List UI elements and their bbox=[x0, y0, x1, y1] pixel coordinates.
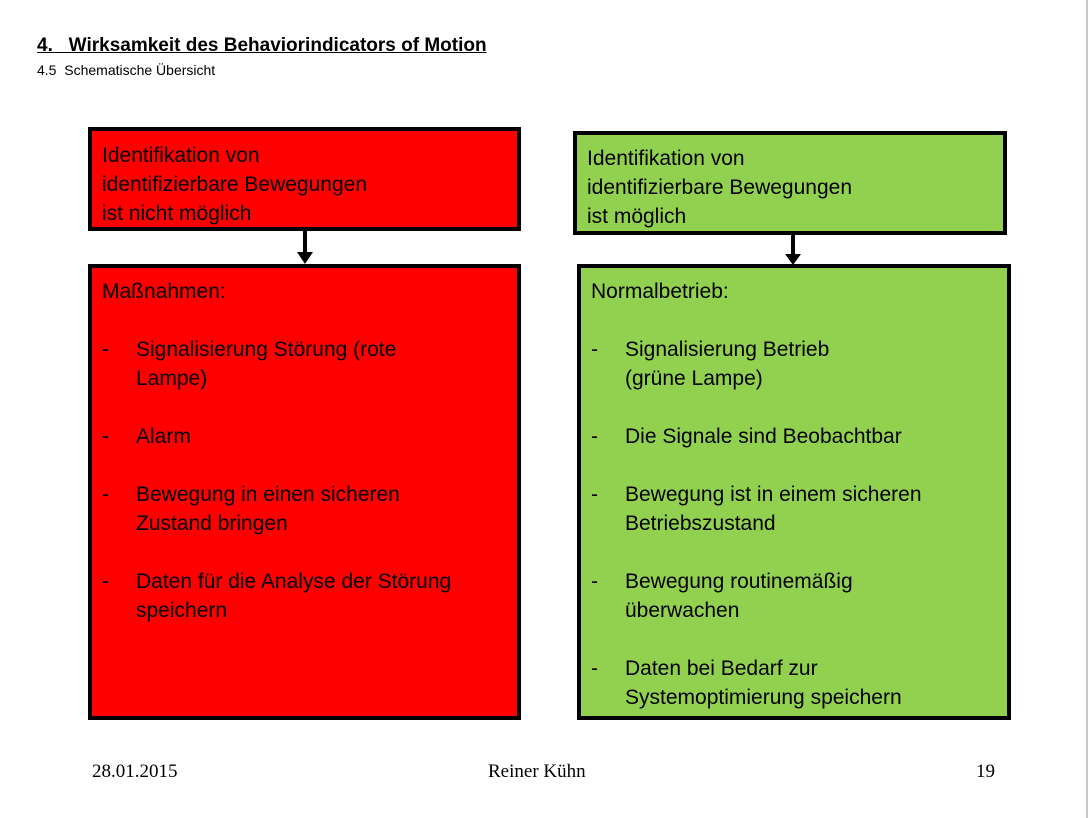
bullet-dash: - bbox=[591, 570, 598, 593]
bullet-dash: - bbox=[102, 425, 109, 448]
slide-edge-line bbox=[1086, 0, 1088, 818]
list-item bbox=[591, 335, 997, 393]
box-line: ist nicht möglich bbox=[102, 202, 252, 225]
list-item-text: Bewegung in einen sicheren Zustand bringen bbox=[136, 483, 400, 535]
not-possible-box bbox=[88, 127, 521, 231]
list-item bbox=[591, 567, 997, 625]
box-line: Identifikation von bbox=[587, 147, 745, 170]
bullet-dash: - bbox=[591, 425, 598, 448]
list-item bbox=[591, 480, 997, 538]
bullet-dash: - bbox=[102, 338, 109, 361]
slide-title: 4. Wirksamkeit des Behaviorindicators of Motion bbox=[37, 35, 487, 56]
box-line: identifizierbare Bewegungen bbox=[587, 176, 853, 199]
measures-heading: Maßnahmen: bbox=[102, 280, 226, 303]
footer-author: Reiner Kühn bbox=[488, 761, 586, 782]
list-item-text: Alarm bbox=[136, 425, 191, 448]
normal-operation-box bbox=[577, 264, 1011, 720]
bullet-dash: - bbox=[591, 657, 598, 680]
list-item-text: Signalisierung Betrieb (grüne Lampe) bbox=[625, 338, 830, 390]
page-number: 19 bbox=[976, 761, 995, 782]
list-item-text: Die Signale sind Beobachtbar bbox=[625, 425, 902, 448]
box-line: Identifikation von bbox=[102, 144, 260, 167]
arrow-down-icon bbox=[295, 231, 315, 265]
list-item bbox=[102, 480, 507, 538]
slide-subtitle: 4.5 Schematische Übersicht bbox=[37, 62, 216, 78]
box-line: identifizierbare Bewegungen bbox=[102, 173, 368, 196]
list-item bbox=[591, 422, 997, 451]
bullet-dash: - bbox=[591, 338, 598, 361]
list-item bbox=[102, 422, 507, 451]
list-item-text: Daten für die Analyse der Störung speichern bbox=[136, 570, 452, 622]
normal-operation-heading: Normalbetrieb: bbox=[591, 280, 729, 303]
possible-box bbox=[573, 131, 1007, 235]
bullet-dash: - bbox=[591, 483, 598, 506]
measures-box bbox=[88, 264, 521, 720]
bullet-dash: - bbox=[102, 570, 109, 593]
list-item-text: Bewegung ist in einem sicheren Betriebszustand bbox=[625, 483, 922, 535]
list-item-text: Signalisierung Störung (rote Lampe) bbox=[136, 338, 397, 390]
list-item bbox=[591, 654, 997, 712]
list-item bbox=[102, 335, 507, 393]
footer-date: 28.01.2015 bbox=[92, 761, 178, 782]
list-item-text: Bewegung routinemäßig überwachen bbox=[625, 570, 853, 622]
box-line: ist möglich bbox=[587, 205, 687, 228]
bullet-dash: - bbox=[102, 483, 109, 506]
list-item-text: Daten bei Bedarf zur Systemoptimierung speichern bbox=[625, 657, 902, 709]
list-item bbox=[102, 567, 507, 625]
